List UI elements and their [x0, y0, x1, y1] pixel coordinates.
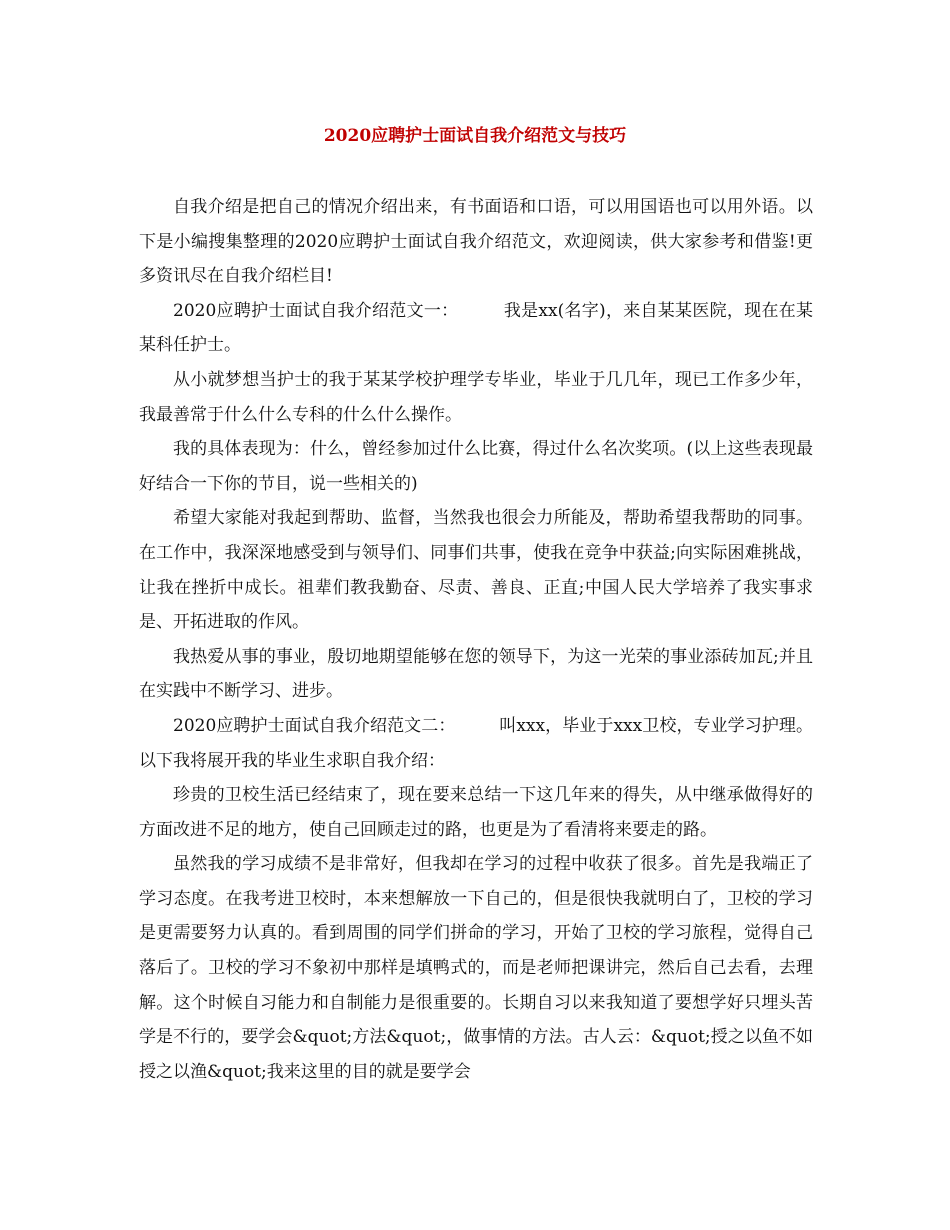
paragraph: 我的具体表现为：什么，曾经参加过什么比赛，得过什么名次奖项。(以上这些表现最好结合一下你的节目，说一些相关的) — [139, 439, 813, 494]
document-body — [139, 190, 813, 1089]
paragraph-sample-one-heading: 2020应聘护士面试自我介绍范文一： 我是xx(名字)，来自某某医院，现在在某某科任护士。 — [139, 300, 813, 356]
paragraph: 虽然我的学习成绩不是非常好，但我却在学习的过程中收获了很多。首先是我端正了学习态度。在我考进卫校时，本来想解放一下自己的，但是很快我就明白了，卫校的学习是更需要努力认真的。看到周围的同学们拼命的学习，开始了卫校的学习旅程，觉得自己落后了。卫校的学习不象初中那样是填鸭式的，而是老师把课讲完，然后自己去看，去理解。这个时候自习能力和自制能力是很重要的。长期自习以来我知道了要想学好只埋头苦学是不行的，要学会&quot;方法&quot;，做事情的方法。古人云：&quot;授之以鱼不如授之以渔&quot;我来这里的目的就是要学会 — [139, 854, 813, 1082]
paragraph-intro: 自我介绍是把自己的情况介绍出来，有书面语和口语，可以用国语也可以用外语。以下是小编搜集整理的2020应聘护士面试自我介绍范文，欢迎阅读，供大家参考和借鉴!更多资讯尽在自我介绍栏目! — [139, 197, 813, 287]
paragraph: 希望大家能对我起到帮助、监督，当然我也很会力所能及，帮助希望我帮助的同事。在工作中，我深深地感受到与领导们、同事们共事，使我在竞争中获益;向实际困难挑战，让我在挫折中成长。祖辈们教我勤奋、尽责、善良、正直;中国人民大学培养了我实事求是、开拓进取的作风。 — [139, 508, 813, 633]
document-title: 2020应聘护士面试自我介绍范文与技巧 — [323, 126, 627, 146]
paragraph: 我热爱从事的事业，殷切地期望能够在您的领导下，为这一光荣的事业添砖加瓦;并且在实践中不断学习、进步。 — [139, 646, 813, 702]
paragraph: 珍贵的卫校生活已经结束了，现在要来总结一下这几年来的得失，从中继承做得好的方面改进不足的地方，使自己回顾走过的路，也更是为了看清将来要走的路。 — [139, 785, 813, 840]
paragraph-sample-two-heading: 2020应聘护士面试自我介绍范文二： 叫xxx，毕业于xxx卫校，专业学习护理。以下我将展开我的毕业生求职自我介绍： — [139, 715, 813, 771]
paragraph: 从小就梦想当护士的我于某某学校护理学专毕业，毕业于几几年，现已工作多少年，我最善常于什么什么专科的什么什么操作。 — [139, 369, 813, 425]
